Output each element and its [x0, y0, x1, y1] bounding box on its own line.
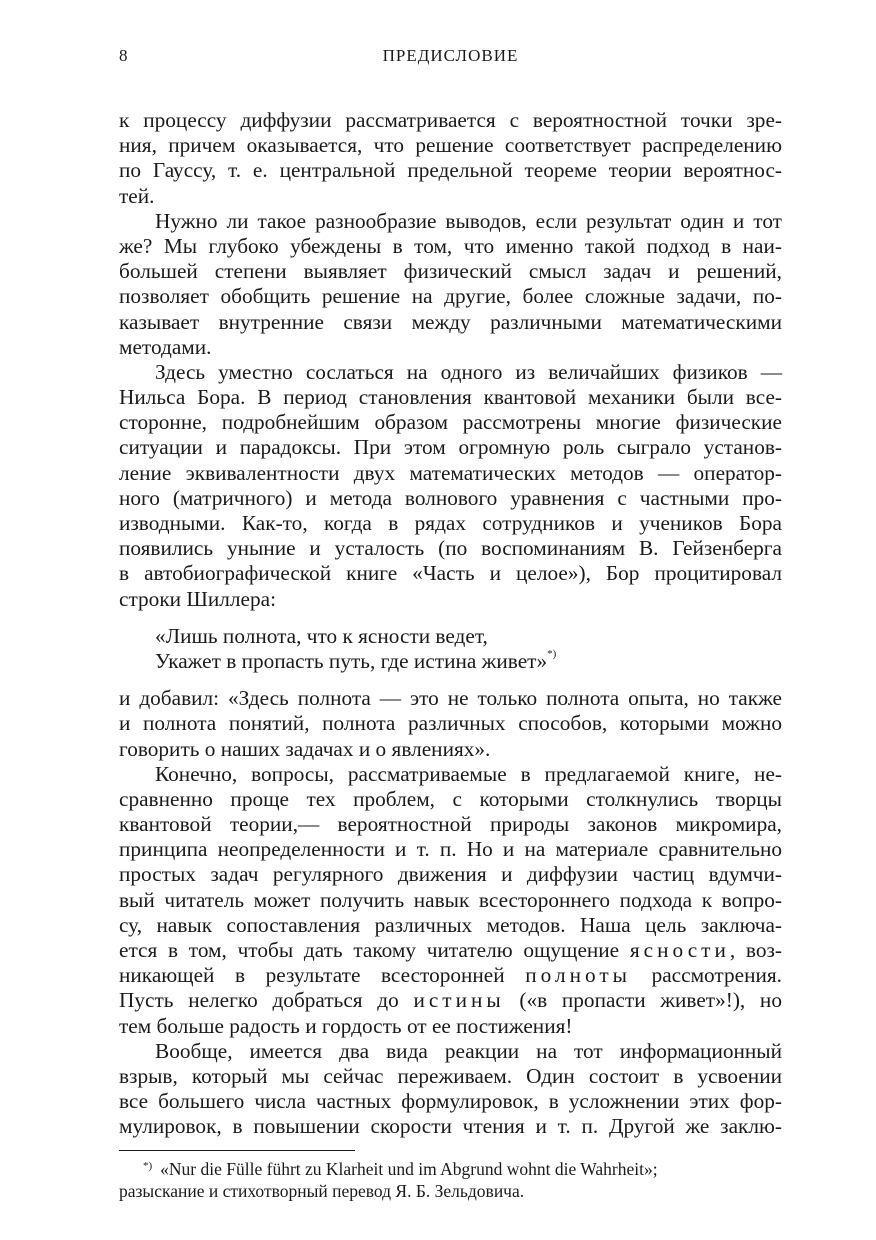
- text-segment: Пусть нелегко добраться до: [119, 988, 399, 1013]
- text-line: тей.: [119, 183, 155, 208]
- text-line: строки Шиллера:: [119, 586, 276, 611]
- text-line: большей степени выявляет физический смысл задач и решений,: [119, 259, 782, 284]
- text-line: методами.: [119, 334, 212, 359]
- text-line: и полнота понятий, полнота различных способов, которыми можно: [119, 711, 782, 736]
- text-line: принципа неопределенности и т. п. Но и на материале сравнительно: [119, 837, 782, 862]
- verse-text: Укажет в пропасть путь, где истина живет»: [155, 648, 548, 673]
- text-line: говорить о наших задачах и о явлениях».: [119, 736, 491, 761]
- text-line: [119, 988, 782, 1013]
- footnote-rule: [119, 1150, 355, 1151]
- text-line: [119, 963, 782, 988]
- page-header: [119, 46, 782, 70]
- spaced-word: истины: [413, 988, 505, 1013]
- main-text: [119, 108, 782, 1140]
- text-line: Вообще, имеется два вида реакции на тот информационный: [155, 1038, 782, 1063]
- text-line: в автобиографической книге «Часть и целое»), Бор процитировал: [119, 561, 782, 586]
- text-line: мулировок, в повышении скорости чтения и т. п. Другой же заклю-: [119, 1114, 782, 1139]
- footnote: [119, 1158, 782, 1202]
- running-title: ПРЕДИСЛОВИЕ: [382, 46, 519, 65]
- text-line: по Гауссу, т. е. центральной предельной теореме теории вероятнос-: [119, 158, 782, 183]
- page-number: 8: [119, 46, 128, 65]
- text-segment: никающей в результате всесторонней: [119, 963, 505, 988]
- text-segment: рассмотрения.: [651, 963, 782, 988]
- text-line: к процессу диффузии рассматривается с вероятностной точки зре-: [119, 108, 782, 132]
- text-line: ния, причем оказывается, что решение соответствует распределению: [119, 133, 782, 158]
- text-line: квантовой теории,— вероятностной природы законов микромира,: [119, 812, 782, 837]
- text-line: Здесь уместно сослаться на одного из величайших физиков —: [155, 359, 782, 384]
- footnote-mark: *): [547, 647, 557, 660]
- verse-line: «Лишь полнота, что к ясности ведет,: [155, 623, 488, 648]
- footnote-line: *) «Nur die Fülle führt zu Klarheit und im Abgrund wohnt die Wahrheit»;: [143, 1159, 658, 1179]
- text-line: все большего числа частных формулировок, в усложнении этих фор-: [119, 1089, 782, 1114]
- footnote-line: разыскание и стихотворный перевод Я. Б. Зельдовича.: [119, 1181, 525, 1201]
- text-line: Нильса Бора. В период становления квантовой механики были все-: [119, 385, 782, 410]
- text-line: позволяет обобщить решение на другие, более сложные задачи, по-: [119, 284, 782, 309]
- text-line: су, навык сопоставления различных методов. Наша цель заключа-: [119, 912, 782, 937]
- text-line: простых задач регулярного движения и диффузии частиц вдумчи-: [119, 862, 782, 887]
- text-line: взрыв, который мы сейчас переживаем. Один состоит в усвоении: [119, 1063, 782, 1088]
- text-line: [119, 938, 782, 963]
- text-line: же? Мы глубоко убеждены в том, что именно такой подход в наи-: [119, 233, 782, 258]
- text-line: ного (матричного) и метода волнового уравнения с частными про-: [119, 485, 782, 510]
- text-line: и добавил: «Здесь полнота — это не только полнота опыта, но также: [119, 686, 782, 711]
- text-segment: («в пропасти живет»!), но: [519, 988, 782, 1013]
- text-segment: , воз-: [729, 938, 782, 962]
- text-line: ление эквивалентности двух математических методов — оператор-: [119, 460, 782, 485]
- text-line: ситуации и парадоксы. При этом огромную роль сыграло установ-: [119, 435, 782, 460]
- text-line: Конечно, вопросы, рассматриваемые в предлагаемой книге, не-: [155, 761, 782, 786]
- text-line: вый читатель может получить навык всестороннего подхода к вопро-: [119, 887, 782, 912]
- text-line: появились уныние и усталость (по воспоминаниям В. Гейзенберга: [119, 536, 782, 561]
- text-line: сравненно проще тех проблем, с которыми столкнулись творцы: [119, 786, 782, 811]
- text-line: сторонне, подробнейшим образом рассмотрены многие физические: [119, 410, 782, 435]
- spaced-word: полноты: [525, 963, 631, 988]
- text-line: казывает внутренние связи между различными математическими: [119, 309, 782, 334]
- spaced-word: ясности: [629, 938, 730, 962]
- text-line: Нужно ли такое разнообразие выводов, если результат один и тот: [155, 208, 782, 233]
- text-line: тем больше радость и гордость от ее постижения!: [119, 1013, 573, 1038]
- footnote-text: «Nur die Fülle führt zu Klarheit und im Abgrund wohnt die Wahrheit»;: [160, 1159, 658, 1179]
- verse-line: [119, 649, 782, 674]
- text-segment: ется в том, чтобы дать такому читателю ощущение: [119, 938, 620, 962]
- text-line: изводными. Как-то, когда в рядах сотрудников и учеников Бора: [119, 511, 782, 535]
